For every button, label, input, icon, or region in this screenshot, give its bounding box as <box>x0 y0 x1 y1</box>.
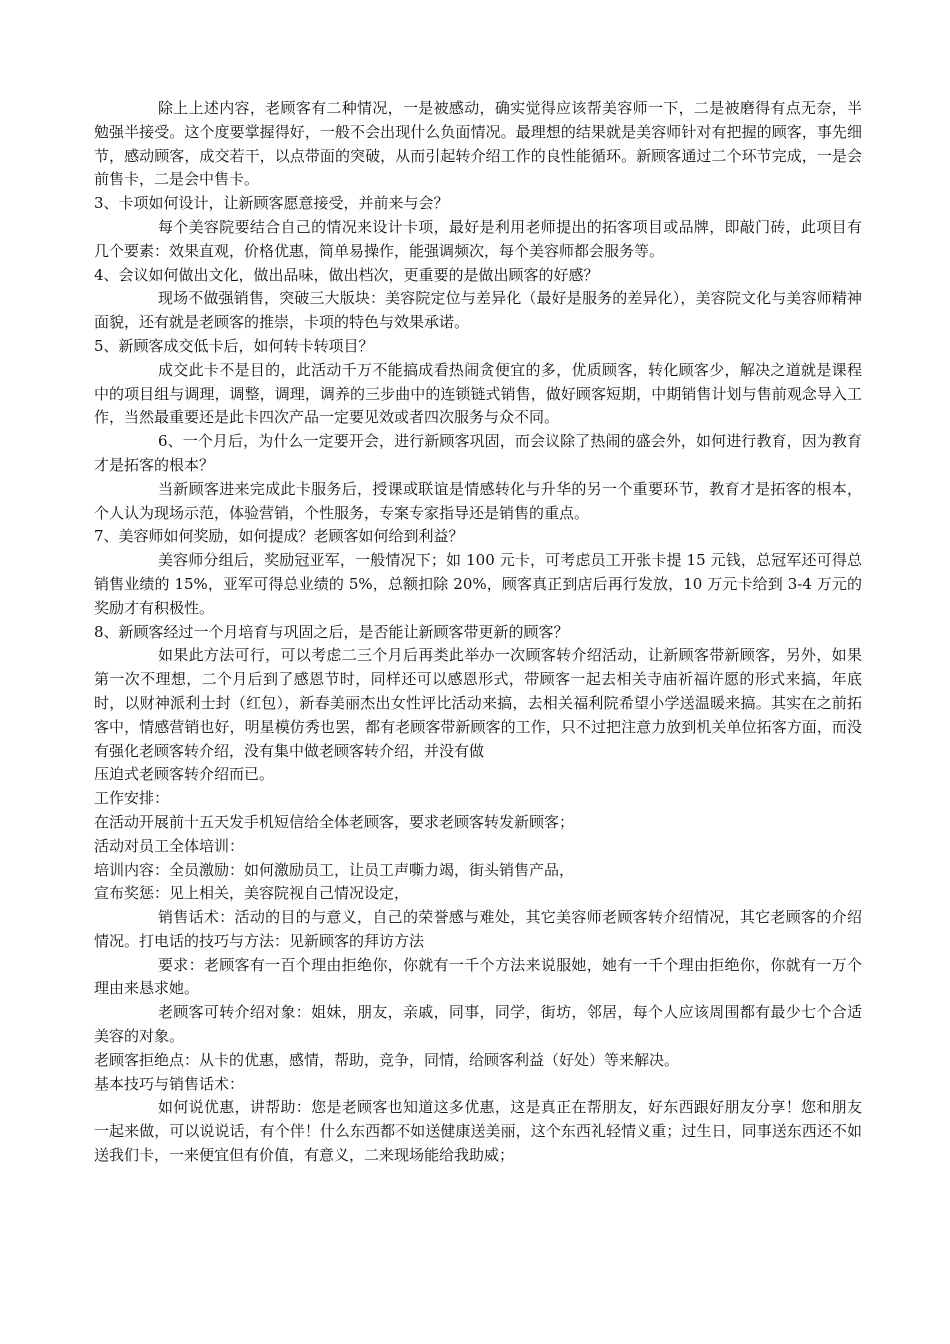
paragraph: 成交此卡不是目的，此活动千万不能搞成看热闹贪便宜的多，优质顾客，转化顾客少，解决之道就是课程中的项目组与调理，调整，调理，调养的三步曲中的连锁链式销售，做好顾客短期，中期销售计划与售前观念导入工作，当然最重要还是此卡四次产品一定要见效或者四次服务与众不同。 <box>94 360 862 427</box>
question-heading: 8、新顾客经过一个月培育与巩固之后，是否能让新顾客带更新的顾客？ <box>94 622 569 641</box>
paragraph: 宣布奖惩：见上相关，美容院视自己情况设定， <box>94 884 410 903</box>
paragraph: 在活动开展前十五天发手机短信给全体老顾客，要求老顾客转发新顾客； <box>94 812 575 831</box>
paragraph: 销售话术：活动的目的与意义，自己的荣誉感与难处，其它美容师老顾客转介绍情况，其它老顾客的介绍情况。打电话的技巧与方法：见新顾客的拜访方法 <box>94 908 862 950</box>
question-heading: 4、会议如何做出文化，做出品味，做出档次，更重要的是做出顾客的好感？ <box>94 265 599 284</box>
section-label: 活动对员工全体培训： <box>94 836 245 855</box>
paragraph: 培训内容：全员激励：如何激励员工，让员工声嘶力竭，街头销售产品， <box>94 860 575 879</box>
paragraph: 老顾客可转介绍对象：姐妹，朋友，亲戚，同事，同学，街坊，邻居，每个人应该周围都有最少七个合适美容的对象。 <box>94 1003 862 1046</box>
paragraph: 如果此方法可行，可以考虑二三个月后再类此举办一次顾客转介绍活动，让新顾客带新顾客，另外，如果第一次不理想，二个月后到了感恩节时，同样还可以感恩形式，带顾客一起去相关寺庙祈福许愿的形式来搞，年底时，以财神派利士封（红包），新春美丽杰出女性评比活动来搞，去相关福利院希望小学送温暖来搞。其实在之前拓客中，情感营销也好，明星模仿秀也罢，都有老顾客带新顾客的工作，只不过把注意力放到机关单位拓客方面，而没有强化老顾客转介绍，没有集中做老顾客转介绍，并没有做 <box>94 646 862 760</box>
section-label: 工作安排： <box>94 789 170 808</box>
paragraph: 老顾客拒绝点：从卡的优惠，感情，帮助，竞争，同情，给顾客利益（好处）等来解决。 <box>94 1050 680 1069</box>
paragraph: 除上上述内容，老顾客有二种情况，一是被感动，确实觉得应该帮美容师一下，二是被磨得有点无奈，半勉强半接受。这个度要掌握得好，一般不会出现什么负面情况。最理想的结果就是美容师针对有把握的顾客，事先细节，感动顾客，成交若干，以点带面的突破，从而引起转介绍工作的良性能循环。新顾客通过二个环节完成，一是会前售卡，二是会中售卡。 <box>94 99 862 189</box>
paragraph: 要求：老顾客有一百个理由拒绝你，你就有一千个方法来说服她，她有一千个理由拒绝你，你就有一万个理由来恳求她。 <box>94 955 862 998</box>
question-heading: 7、美容师如何奖励，如何提成？老顾客如何给到利益？ <box>94 527 464 546</box>
paragraph-continuation: 压迫式老顾客转介绍而已。 <box>94 765 275 784</box>
question-heading: 5、新顾客成交低卡后，如何转卡转项目？ <box>94 336 374 355</box>
question-heading: 6、一个月后，为什么一定要开会，进行新顾客巩固，而会议除了热闹的盛会外，如何进行教育，因为教育才是拓客的根本？ <box>94 432 862 474</box>
document-body <box>94 97 862 1168</box>
paragraph: 当新顾客进来完成此卡服务后，授课或联谊是情感转化与升华的另一个重要环节，教育才是拓客的根本，个人认为现场示范，体验营销，个性服务，专案专家指导还是销售的重点。 <box>94 479 862 522</box>
paragraph: 每个美容院要结合自己的情况来设计卡项，最好是利用老师提出的拓客项目或品牌，即敲门砖，此项目有几个要素：效果直观，价格优惠，简单易操作，能强调频次，每个美容师都会服务等。 <box>94 217 862 260</box>
section-label: 基本技巧与销售话术： <box>94 1074 245 1093</box>
question-heading: 3、卡项如何设计，让新顾客愿意接受，并前来与会？ <box>94 194 449 213</box>
paragraph: 现场不做强销售，突破三大版块：美容院定位与差异化（最好是服务的差异化），美容院文化与美容师精神面貌，还有就是老顾客的推崇，卡项的特色与效果承诺。 <box>94 289 862 332</box>
paragraph: 如何说优惠，讲帮助：您是老顾客也知道这多优惠，这是真正在帮朋友，好东西跟好朋友分享！您和朋友一起来做，可以说说话，有个伴！什么东西都不如送健康送美丽，这个东西礼轻情义重；过生日，同事送东西还不如送我们卡，一来便宜但有价值，有意义，二来现场能给我助威； <box>94 1098 862 1165</box>
paragraph: 美容师分组后，奖励冠亚军，一般情况下；如 100 元卡，可考虑员工开张卡提 15 元钱，总冠军还可得总销售业绩的 15%，亚军可得总业绩的 5%，总额扣除 20%，顾客真正到店后再行发放，10 万元卡给到 3-4 万元的奖励才有积极性。 <box>94 551 862 617</box>
